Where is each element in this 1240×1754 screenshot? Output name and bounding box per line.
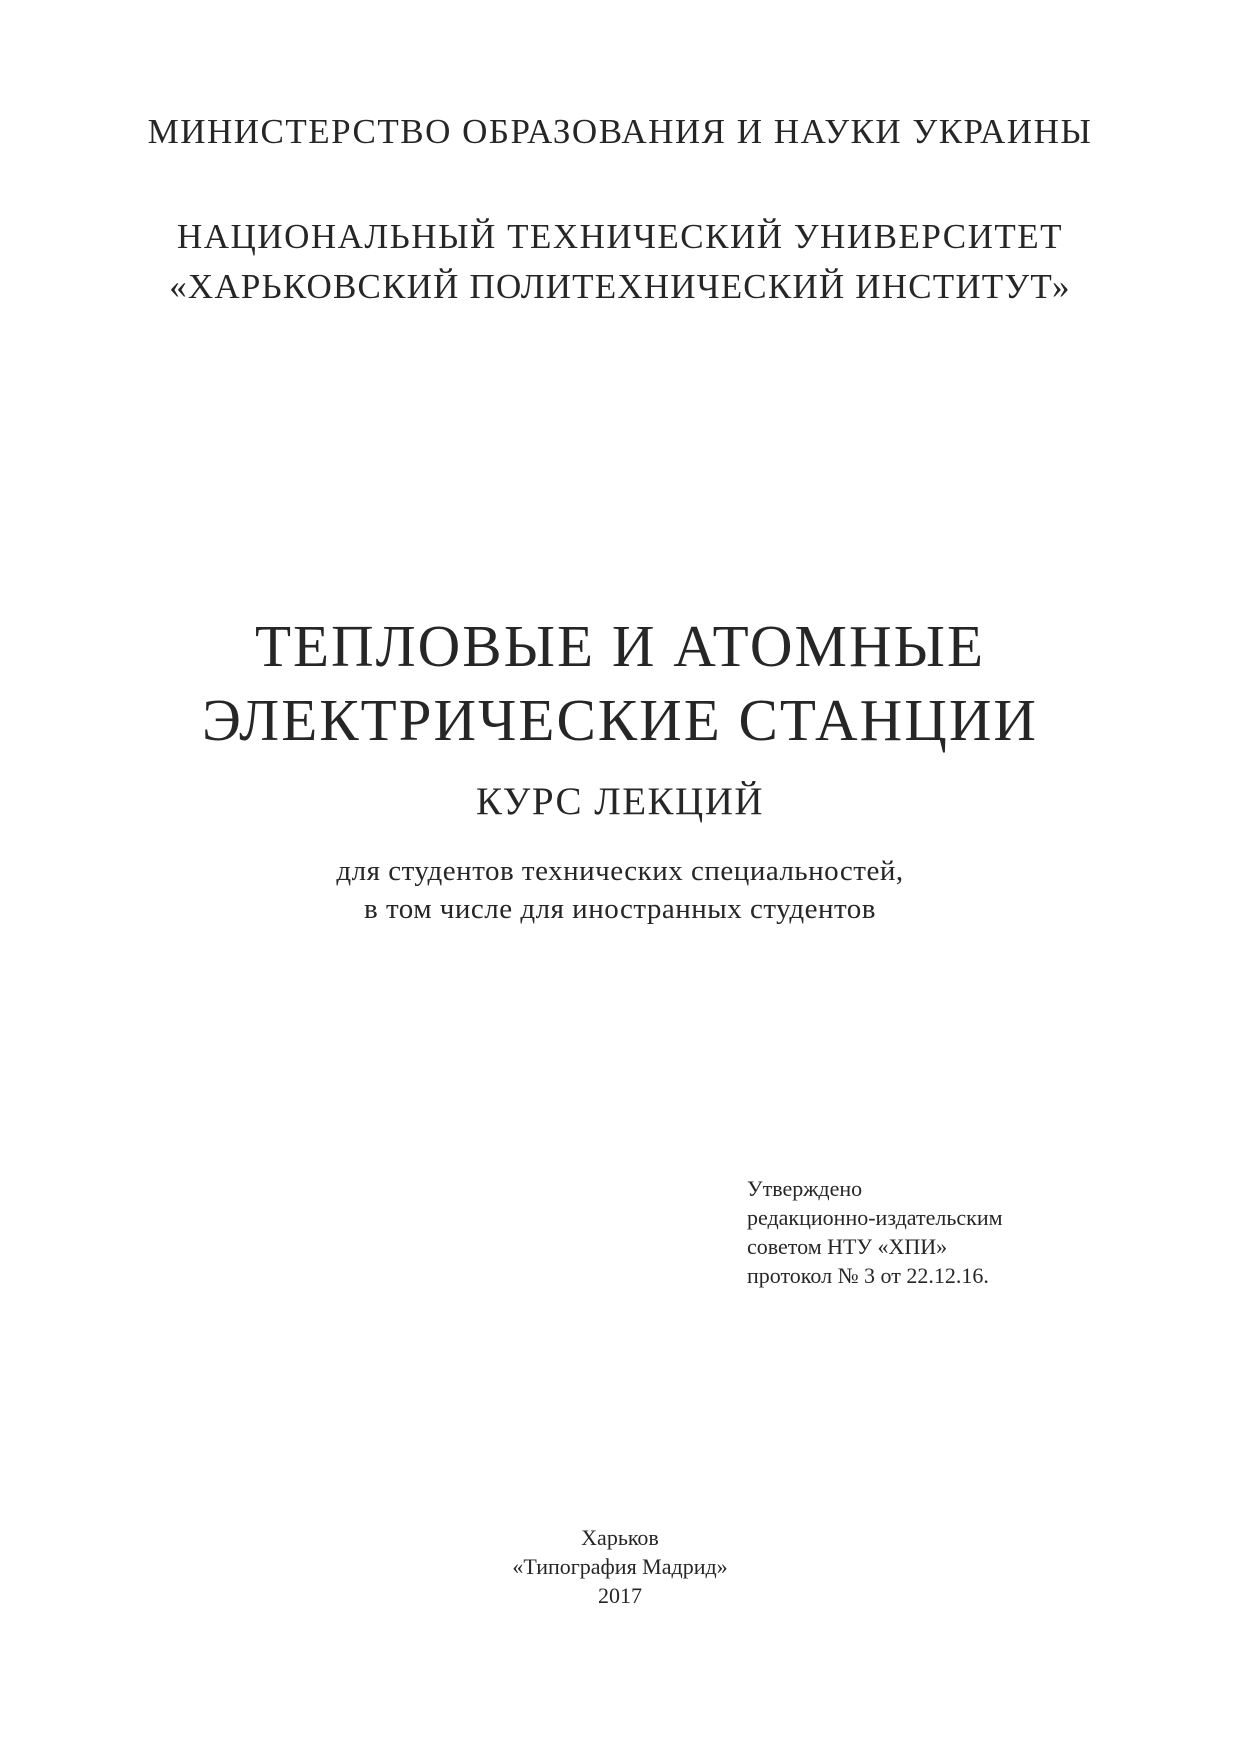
approval-line3: советом НТУ «ХПИ» [747,1234,948,1259]
audience-line1: для студентов технических специальностей, [336,855,904,887]
book-subtitle: КУРС ЛЕКЦИЙ [475,780,765,823]
book-title-line2: ЭЛЕКТРИЧЕСКИЕ СТАНЦИИ [201,687,1039,753]
approval-line1: Утверждено [747,1176,863,1201]
approval-block [747,1174,1003,1290]
university-name-line2: «ХАРЬКОВСКИЙ ПОЛИТЕХНИЧЕСКИЙ ИНСТИТУТ» [169,267,1071,306]
approval-line4: протокол № 3 от 22.12.16. [747,1263,989,1288]
imprint-block [0,1523,1240,1610]
imprint-year: 2017 [598,1583,642,1608]
ministry-name: МИНИСТЕРСТВО ОБРАЗОВАНИЯ И НАУКИ УКРАИНЫ [147,112,1093,151]
imprint-city: Харьков [581,1525,659,1550]
approval-line2: редакционно-издательским [747,1205,1003,1230]
book-title-line1: ТЕПЛОВЫЕ И АТОМНЫЕ [254,613,986,679]
audience-line2: в том числе для иностранных студентов [364,893,876,925]
university-name-line1: НАЦИОНАЛЬНЫЙ ТЕХНИЧЕСКИЙ УНИВЕРСИТЕТ [176,217,1063,256]
imprint-publisher: «Типография Мадрид» [512,1554,728,1579]
